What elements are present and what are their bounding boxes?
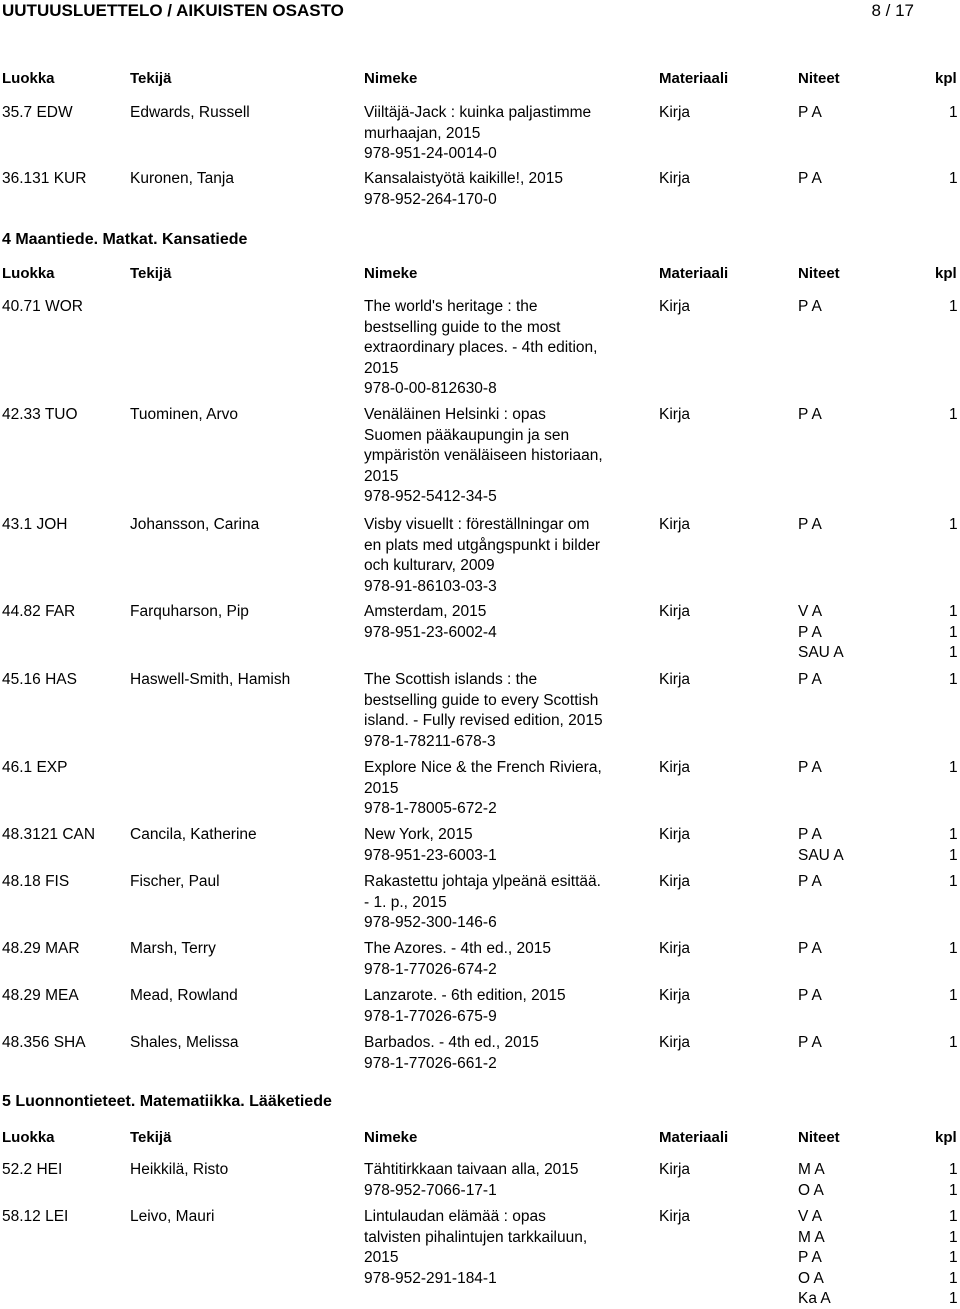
catalog-entry-line	[0, 710, 960, 731]
catalog-entry-row	[0, 938, 960, 959]
title-line: bestselling guide to the most	[364, 318, 561, 336]
title-line: bestselling guide to every Scottish	[364, 691, 599, 709]
column-header-luokka: Luokka	[2, 70, 55, 87]
catalog-entry-line	[0, 358, 960, 379]
class-code: 46.1 EXP	[2, 759, 68, 776]
isbn: 978-0-00-812630-8	[364, 380, 497, 398]
copies-count: 1	[949, 1249, 958, 1267]
title-line: Explore Nice & the French Riviera,	[364, 759, 602, 776]
column-header-kpl: kpl	[935, 265, 957, 282]
title-line: Viiltäjä-Jack : kuinka paljastimme	[364, 104, 592, 121]
author: Fischer, Paul	[130, 873, 220, 890]
material-type: Kirja	[659, 671, 691, 688]
material-type: Kirja	[659, 1208, 691, 1225]
catalog-entry-line	[0, 1247, 960, 1268]
copies-count: 1	[949, 1290, 958, 1308]
catalog-entry-row	[0, 404, 960, 425]
catalog-entry-line	[0, 731, 960, 752]
copies-count: 1	[949, 516, 958, 533]
copies-count: 1	[949, 987, 958, 1004]
copies-count: 1	[949, 873, 958, 890]
catalog-entry-line	[0, 425, 960, 446]
catalog-entry-line	[0, 892, 960, 913]
copies-location: P A	[798, 104, 822, 121]
copies-count: 1	[949, 940, 958, 957]
catalog-entry-line	[0, 445, 960, 466]
column-header-nimeke: Nimeke	[364, 70, 418, 87]
copies-location: P A	[798, 671, 822, 688]
author: Heikkilä, Risto	[130, 1161, 229, 1178]
catalog-entry-line	[0, 466, 960, 487]
material-type: Kirja	[659, 873, 691, 890]
title-line: Barbados. - 4th ed., 2015	[364, 1034, 539, 1051]
class-code: 58.12 LEI	[2, 1208, 69, 1225]
title-line: Lintulaudan elämää : opas	[364, 1208, 546, 1225]
section-heading: 5 Luonnontieteet. Matematiikka. Lääketiede	[2, 1093, 332, 1110]
catalog-entry-row	[0, 102, 960, 123]
catalog-entry-line	[0, 123, 960, 144]
catalog-entry-row	[0, 168, 960, 189]
catalog-entry-line	[0, 845, 960, 866]
class-code: 36.131 KUR	[2, 170, 87, 187]
column-header-luokka: Luokka	[2, 265, 55, 282]
copies-count: 1	[949, 1181, 958, 1199]
class-code: 48.356 SHA	[2, 1034, 86, 1051]
author: Leivo, Mauri	[130, 1208, 215, 1225]
catalog-entry-line	[0, 143, 960, 164]
title-line: Venäläinen Helsinki : opas	[364, 406, 546, 423]
title-line: Visby visuellt : föreställningar om	[364, 516, 590, 533]
copies-location: P A	[798, 170, 822, 187]
catalog-entry-row	[0, 296, 960, 317]
copies-count: 1	[949, 623, 958, 641]
column-header-niteet: Niteet	[798, 70, 840, 87]
copies-count: 1	[949, 1269, 958, 1287]
copies-location: M A	[798, 1228, 825, 1246]
title-line: Kansalaistyötä kaikille!, 2015	[364, 170, 564, 187]
copies-location: P A	[798, 826, 822, 843]
catalog-entry-line	[0, 317, 960, 338]
title-line: Tähtitirkkaan taivaan alla, 2015	[364, 1161, 579, 1178]
material-type: Kirja	[659, 1161, 691, 1178]
isbn: 978-951-24-0014-0	[364, 145, 497, 163]
isbn: 978-1-77026-661-2	[364, 1054, 497, 1072]
material-type: Kirja	[659, 940, 691, 957]
copies-location: M A	[798, 1161, 825, 1178]
catalog-entry-line	[0, 1006, 960, 1027]
catalog-entry-line	[0, 555, 960, 576]
copies-location: V A	[798, 1208, 823, 1225]
title-line: en plats med utgångspunkt i bilder	[364, 536, 601, 554]
column-header-row	[0, 68, 960, 89]
isbn: 978-951-23-6002-4	[364, 623, 497, 641]
catalog-entry-row	[0, 1206, 960, 1227]
title-line: 2015	[364, 359, 399, 377]
copies-count: 1	[949, 759, 958, 776]
class-code: 44.82 FAR	[2, 603, 76, 620]
class-code: 48.29 MEA	[2, 987, 79, 1004]
column-header-tekija: Tekijä	[130, 70, 172, 87]
material-type: Kirja	[659, 987, 691, 1004]
isbn: 978-952-300-146-6	[364, 914, 497, 932]
material-type: Kirja	[659, 298, 691, 315]
class-code: 48.29 MAR	[2, 940, 80, 957]
copies-location: P A	[798, 987, 822, 1004]
catalog-entry-line	[0, 1180, 960, 1201]
title-line: New York, 2015	[364, 826, 473, 843]
isbn: 978-1-78211-678-3	[364, 732, 496, 750]
copies-count: 1	[949, 170, 958, 187]
column-header-kpl: kpl	[935, 1129, 957, 1146]
title-line: Suomen pääkaupungin ja sen	[364, 426, 570, 444]
class-code: 45.16 HAS	[2, 671, 77, 688]
page-title: UUTUUSLUETTELO / AIKUISTEN OSASTO	[2, 1, 344, 20]
catalog-entry-row	[0, 985, 960, 1006]
material-type: Kirja	[659, 1034, 691, 1051]
title-line: island. - Fully revised edition, 2015	[364, 712, 603, 730]
author: Cancila, Katherine	[130, 826, 257, 843]
title-line: The Scottish islands : the	[364, 671, 538, 688]
column-header-materiaali: Materiaali	[659, 265, 729, 282]
catalog-entry-row	[0, 1032, 960, 1053]
copies-location: P A	[798, 759, 822, 776]
catalog-entry-line	[0, 642, 960, 663]
copies-count: 1	[949, 1228, 958, 1246]
class-code: 52.2 HEI	[2, 1161, 63, 1178]
isbn: 978-1-78005-672-2	[364, 800, 497, 818]
class-code: 48.3121 CAN	[2, 826, 96, 843]
copies-count: 1	[949, 1161, 958, 1178]
title-line: Amsterdam, 2015	[364, 603, 487, 620]
copies-location: P A	[798, 940, 822, 957]
catalog-entry-line	[0, 1053, 960, 1074]
catalog-entry-line	[0, 378, 960, 399]
catalog-entry-line	[0, 535, 960, 556]
copies-count: 1	[949, 603, 958, 620]
catalog-entry-line	[0, 959, 960, 980]
catalog-entry-line	[0, 912, 960, 933]
isbn: 978-1-77026-674-2	[364, 960, 497, 978]
isbn: 978-952-5412-34-5	[364, 488, 497, 506]
column-header-niteet: Niteet	[798, 1129, 840, 1146]
isbn: 978-952-291-184-1	[364, 1269, 497, 1287]
copies-location: P A	[798, 1034, 822, 1051]
isbn: 978-952-7066-17-1	[364, 1181, 497, 1199]
author: Johansson, Carina	[130, 516, 260, 533]
catalog-entry-row	[0, 514, 960, 535]
column-header-kpl: kpl	[935, 70, 957, 87]
copies-count: 1	[949, 1208, 958, 1225]
catalog-entry-row	[0, 669, 960, 690]
catalog-entry-row	[0, 757, 960, 778]
material-type: Kirja	[659, 759, 691, 776]
title-line: Rakastettu johtaja ylpeänä esittää.	[364, 873, 601, 890]
catalog-entry-line	[0, 778, 960, 799]
section-heading: 4 Maantiede. Matkat. Kansatiede	[2, 231, 248, 248]
title-line: The world's heritage : the	[364, 298, 538, 315]
author: Kuronen, Tanja	[130, 170, 234, 187]
catalog-entry-line	[0, 798, 960, 819]
catalog-entry-line	[0, 576, 960, 597]
class-code: 40.71 WOR	[2, 298, 83, 315]
copies-location: P A	[798, 298, 822, 315]
copies-location: P A	[798, 516, 822, 533]
title-line: 2015	[364, 779, 399, 797]
class-code: 42.33 TUO	[2, 406, 78, 423]
title-line: och kulturarv, 2009	[364, 557, 495, 575]
column-header-row	[0, 1127, 960, 1148]
title-line: 2015	[364, 1249, 399, 1267]
copies-count: 1	[949, 406, 958, 423]
column-header-materiaali: Materiaali	[659, 1129, 729, 1146]
class-code: 43.1 JOH	[2, 516, 68, 533]
author: Haswell-Smith, Hamish	[130, 671, 291, 688]
catalog-entry-line	[0, 486, 960, 507]
title-line: extraordinary places. - 4th edition,	[364, 339, 598, 357]
copies-location: O A	[798, 1181, 824, 1199]
catalog-entry-line	[0, 1268, 960, 1289]
copies-location: P A	[798, 623, 822, 641]
catalog-entry-row	[0, 1159, 960, 1180]
author: Edwards, Russell	[130, 104, 250, 121]
copies-location: Ka A	[798, 1290, 831, 1308]
title-line: The Azores. - 4th ed., 2015	[364, 940, 551, 957]
author: Shales, Melissa	[130, 1034, 239, 1051]
author: Tuominen, Arvo	[130, 406, 238, 423]
column-header-luokka: Luokka	[2, 1129, 55, 1146]
copies-location: P A	[798, 1249, 822, 1267]
material-type: Kirja	[659, 170, 691, 187]
catalog-entry-row	[0, 824, 960, 845]
material-type: Kirja	[659, 826, 691, 843]
author: Marsh, Terry	[130, 940, 216, 957]
material-type: Kirja	[659, 406, 691, 423]
copies-count: 1	[949, 671, 958, 688]
isbn: 978-91-86103-03-3	[364, 577, 497, 595]
column-header-niteet: Niteet	[798, 265, 840, 282]
catalog-entry-row	[0, 871, 960, 892]
copies-location: SAU A	[798, 644, 844, 662]
author: Farquharson, Pip	[130, 603, 249, 620]
material-type: Kirja	[659, 516, 691, 533]
class-code: 35.7 EDW	[2, 104, 73, 121]
page-number: 8 / 17	[871, 1, 914, 20]
column-header-nimeke: Nimeke	[364, 265, 418, 282]
title-line: 2015	[364, 467, 399, 485]
author: Mead, Rowland	[130, 987, 238, 1004]
title-line: ympäristön venäläiseen historiaan,	[364, 447, 603, 465]
copies-count: 1	[949, 104, 958, 121]
copies-count: 1	[949, 826, 958, 843]
catalog-entry-row	[0, 601, 960, 622]
material-type: Kirja	[659, 104, 691, 121]
column-header-tekija: Tekijä	[130, 265, 172, 282]
isbn: 978-951-23-6003-1	[364, 846, 497, 864]
material-type: Kirja	[659, 603, 691, 620]
isbn: 978-1-77026-675-9	[364, 1007, 497, 1025]
copies-count: 1	[949, 298, 958, 315]
copies-location: P A	[798, 406, 822, 423]
column-header-tekija: Tekijä	[130, 1129, 172, 1146]
column-header-materiaali: Materiaali	[659, 70, 729, 87]
catalog-entry-line	[0, 622, 960, 643]
copies-location: V A	[798, 603, 823, 620]
column-header-nimeke: Nimeke	[364, 1129, 418, 1146]
title-line: Lanzarote. - 6th edition, 2015	[364, 987, 566, 1004]
catalog-entry-line	[0, 337, 960, 358]
copies-count: 1	[949, 644, 958, 662]
copies-location: P A	[798, 873, 822, 890]
column-header-row	[0, 263, 960, 284]
title-line: - 1. p., 2015	[364, 893, 447, 911]
title-line: talvisten pihalintujen tarkkailuun,	[364, 1228, 588, 1246]
copies-location: O A	[798, 1269, 824, 1287]
catalog-entry-line	[0, 690, 960, 711]
copies-count: 1	[949, 846, 958, 864]
isbn: 978-952-264-170-0	[364, 190, 497, 208]
copies-count: 1	[949, 1034, 958, 1051]
class-code: 48.18 FIS	[2, 873, 70, 890]
catalog-entry-line	[0, 189, 960, 210]
title-line: murhaajan, 2015	[364, 124, 481, 142]
catalog-entry-line	[0, 1227, 960, 1248]
copies-location: SAU A	[798, 846, 844, 864]
